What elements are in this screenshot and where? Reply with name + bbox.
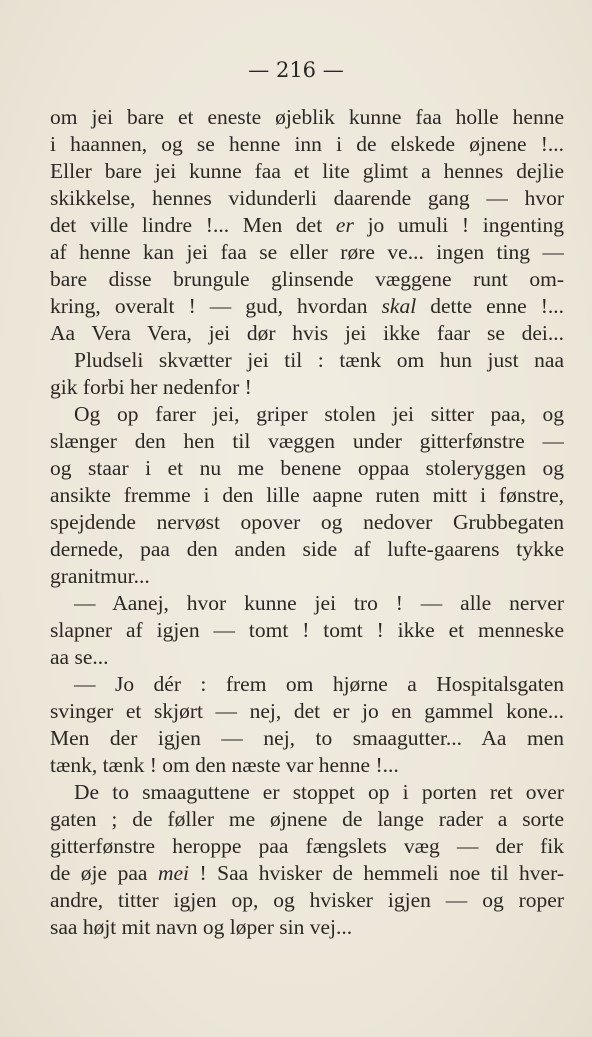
- text-line: slænger den hen til væggen under gitterfønstre —: [50, 429, 564, 453]
- text-line: — Aanej, hvor kunne jei tro ! — alle nerver: [74, 591, 564, 615]
- text-line: Og op farer jei, griper stolen jei sitter paa, og: [74, 402, 564, 426]
- text-line: slapner af igjen — tomt ! tomt ! ikke et menneske: [50, 618, 564, 642]
- text-line: gik forbi her nedenfor !: [50, 375, 252, 399]
- text-line: i haannen, og se henne inn i de elskede øjnene !...: [50, 132, 564, 156]
- text-line: andre, titter igjen op, og hvisker igjen — og roper: [50, 888, 564, 912]
- text-line: aa se...: [50, 645, 109, 669]
- text-line: kring, overalt ! — gud, hvordan skal dette enne !...: [50, 294, 564, 318]
- text-line: ansikte fremme i den lille aapne ruten mitt i fønstre,: [50, 483, 564, 507]
- text-line: spejdende nervøst opover og nedover Grubbegaten: [50, 510, 564, 534]
- text-line: De to smaaguttene er stoppet op i porten ret over: [74, 780, 564, 804]
- text-line: Eller bare jei kunne faa et lite glimt a hennes dejlie: [50, 159, 564, 183]
- text-line: de øje paa mei ! Saa hvisker de hemmeli noe til hver-: [50, 861, 564, 885]
- text-line: — Jo dér : frem om hjørne a Hospitalsgaten: [74, 672, 564, 696]
- text-line: granitmur...: [50, 564, 150, 588]
- text-line: svinger et skjørt — nej, det er jo en gammel kone...: [50, 699, 564, 723]
- text-line: skikkelse, hennes vidunderli daarende gang — hvor: [50, 186, 564, 210]
- text-line: det ville lindre !... Men det er jo umuli ! ingenting: [50, 213, 564, 237]
- text-line: saa højt mit navn og løper sin vej...: [50, 915, 353, 939]
- text-line: gaten ; de føller me øjnene de lange rader a sorte: [50, 807, 564, 831]
- text-line: bare disse brungule glinsende væggene runt om-: [50, 267, 564, 291]
- text-line: Aa Vera Vera, jei dør hvis jei ikke faar se dei...: [50, 321, 564, 345]
- text-line: dernede, paa den anden side af lufte-gaarens tykke: [50, 537, 564, 561]
- text-line: tænk, tænk ! om den næste var henne !...: [50, 753, 399, 777]
- text-line: om jei bare et eneste øjeblik kunne faa holle henne: [50, 105, 564, 129]
- body-text: [50, 104, 564, 941]
- page-number: — 216 —: [248, 58, 344, 82]
- text-line: Pludseli skvætter jei til : tænk om hun just naa: [74, 348, 564, 372]
- text-line: af henne kan jei faa se eller røre ve... ingen ting —: [50, 240, 564, 264]
- text-line: og staar i et nu me benene oppaa stoleryggen og: [50, 456, 564, 480]
- text-line: Men der igjen — nej, to smaagutter... Aa men: [50, 726, 564, 750]
- text-line: gitterfønstre heroppe paa fængslets væg — der fik: [50, 834, 564, 858]
